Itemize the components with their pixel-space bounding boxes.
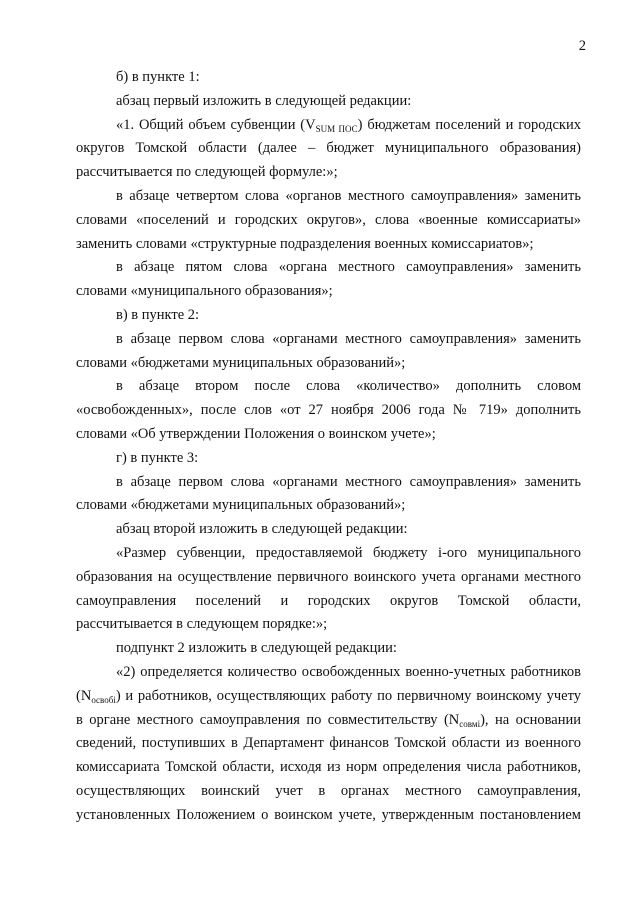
subscript-osvob: освобi <box>91 694 116 705</box>
paragraph-point-2-first-abzac: в абзаце первом слова «органами местного самоуправления» заменить словами «бюджетами муниципальных образований»; <box>76 330 581 371</box>
paragraph-point-2-second-abzac: в абзаце втором после слова «количество» дополнить словом «освобожденных», после слов «от 27 ноября 2006 года № 719» дополнить словами «Об утверждении Положения о воинском учете»; <box>76 378 581 442</box>
paragraph-point-3-first-abzac: в абзаце первом слова «органами местного самоуправления» заменить словами «бюджетами муниципальных образований»; <box>76 473 581 514</box>
paragraph-first-abzac-edit: абзац первый изложить в следующей редакции: <box>116 92 412 109</box>
document-body <box>76 66 581 828</box>
paragraph-b-point-1: б) в пункте 1: <box>116 69 200 85</box>
paragraph-subpoint-2-edit: подпункт 2 изложить в следующей редакции: <box>116 640 397 657</box>
page-number: 2 <box>578 38 586 54</box>
paragraph-g-point-3: г) в пункте 3: <box>116 449 199 466</box>
paragraph-subpoint-2-text: «2) определяется количество освобожденных военно-учетных работников $(N_{освобi})$ и работников, осуществляющих работу по первичному воинскому учету в органе местного самоуправления по совместительству $(N_{совмi})$, на основании сведений, поступивших в Департамент финансов Томской области из военного комиссариата Томской области, исходя из норм определения числа работников, осуществляющих воинский учет в органах местного самоуправления, установленных Положением о воинском учете, утвержденным постановлением <box>76 663 581 823</box>
paragraph-subvention-total: «1. Общий объем субвенции $(V_{SUM ПОС})$ бюджетам поселений и городских округов Томской области (далее – бюджет муниципального образования) рассчитывается по следующей формуле:»; <box>76 116 581 181</box>
paragraph-subvention-size: «Размер субвенции, предоставляемой бюджету i-ого муниципального образования на осуществление первичного воинского учета органами местного самоуправления поселений и городских округов Томской области, рассчитывается в следующем порядке:»; <box>76 544 581 633</box>
paragraph-second-abzac-edit: абзац второй изложить в следующей редакции: <box>116 521 408 538</box>
paragraph-fourth-abzac: в абзаце четвертом слова «органов местного самоуправления» заменить словами «поселений и городских округов», слова «военные комиссариаты» заменить словами «структурные подразделения военных комиссариатов»; <box>76 187 581 252</box>
paragraph-fifth-abzac: в абзаце пятом слова «органа местного самоуправления» заменить словами «муниципального образования»; <box>76 259 581 300</box>
paragraph-v-point-2: в) в пункте 2: <box>116 306 200 323</box>
subscript-sovm: совмi <box>459 718 481 729</box>
subscript-sum-pos: SUM ПОС <box>315 123 358 134</box>
